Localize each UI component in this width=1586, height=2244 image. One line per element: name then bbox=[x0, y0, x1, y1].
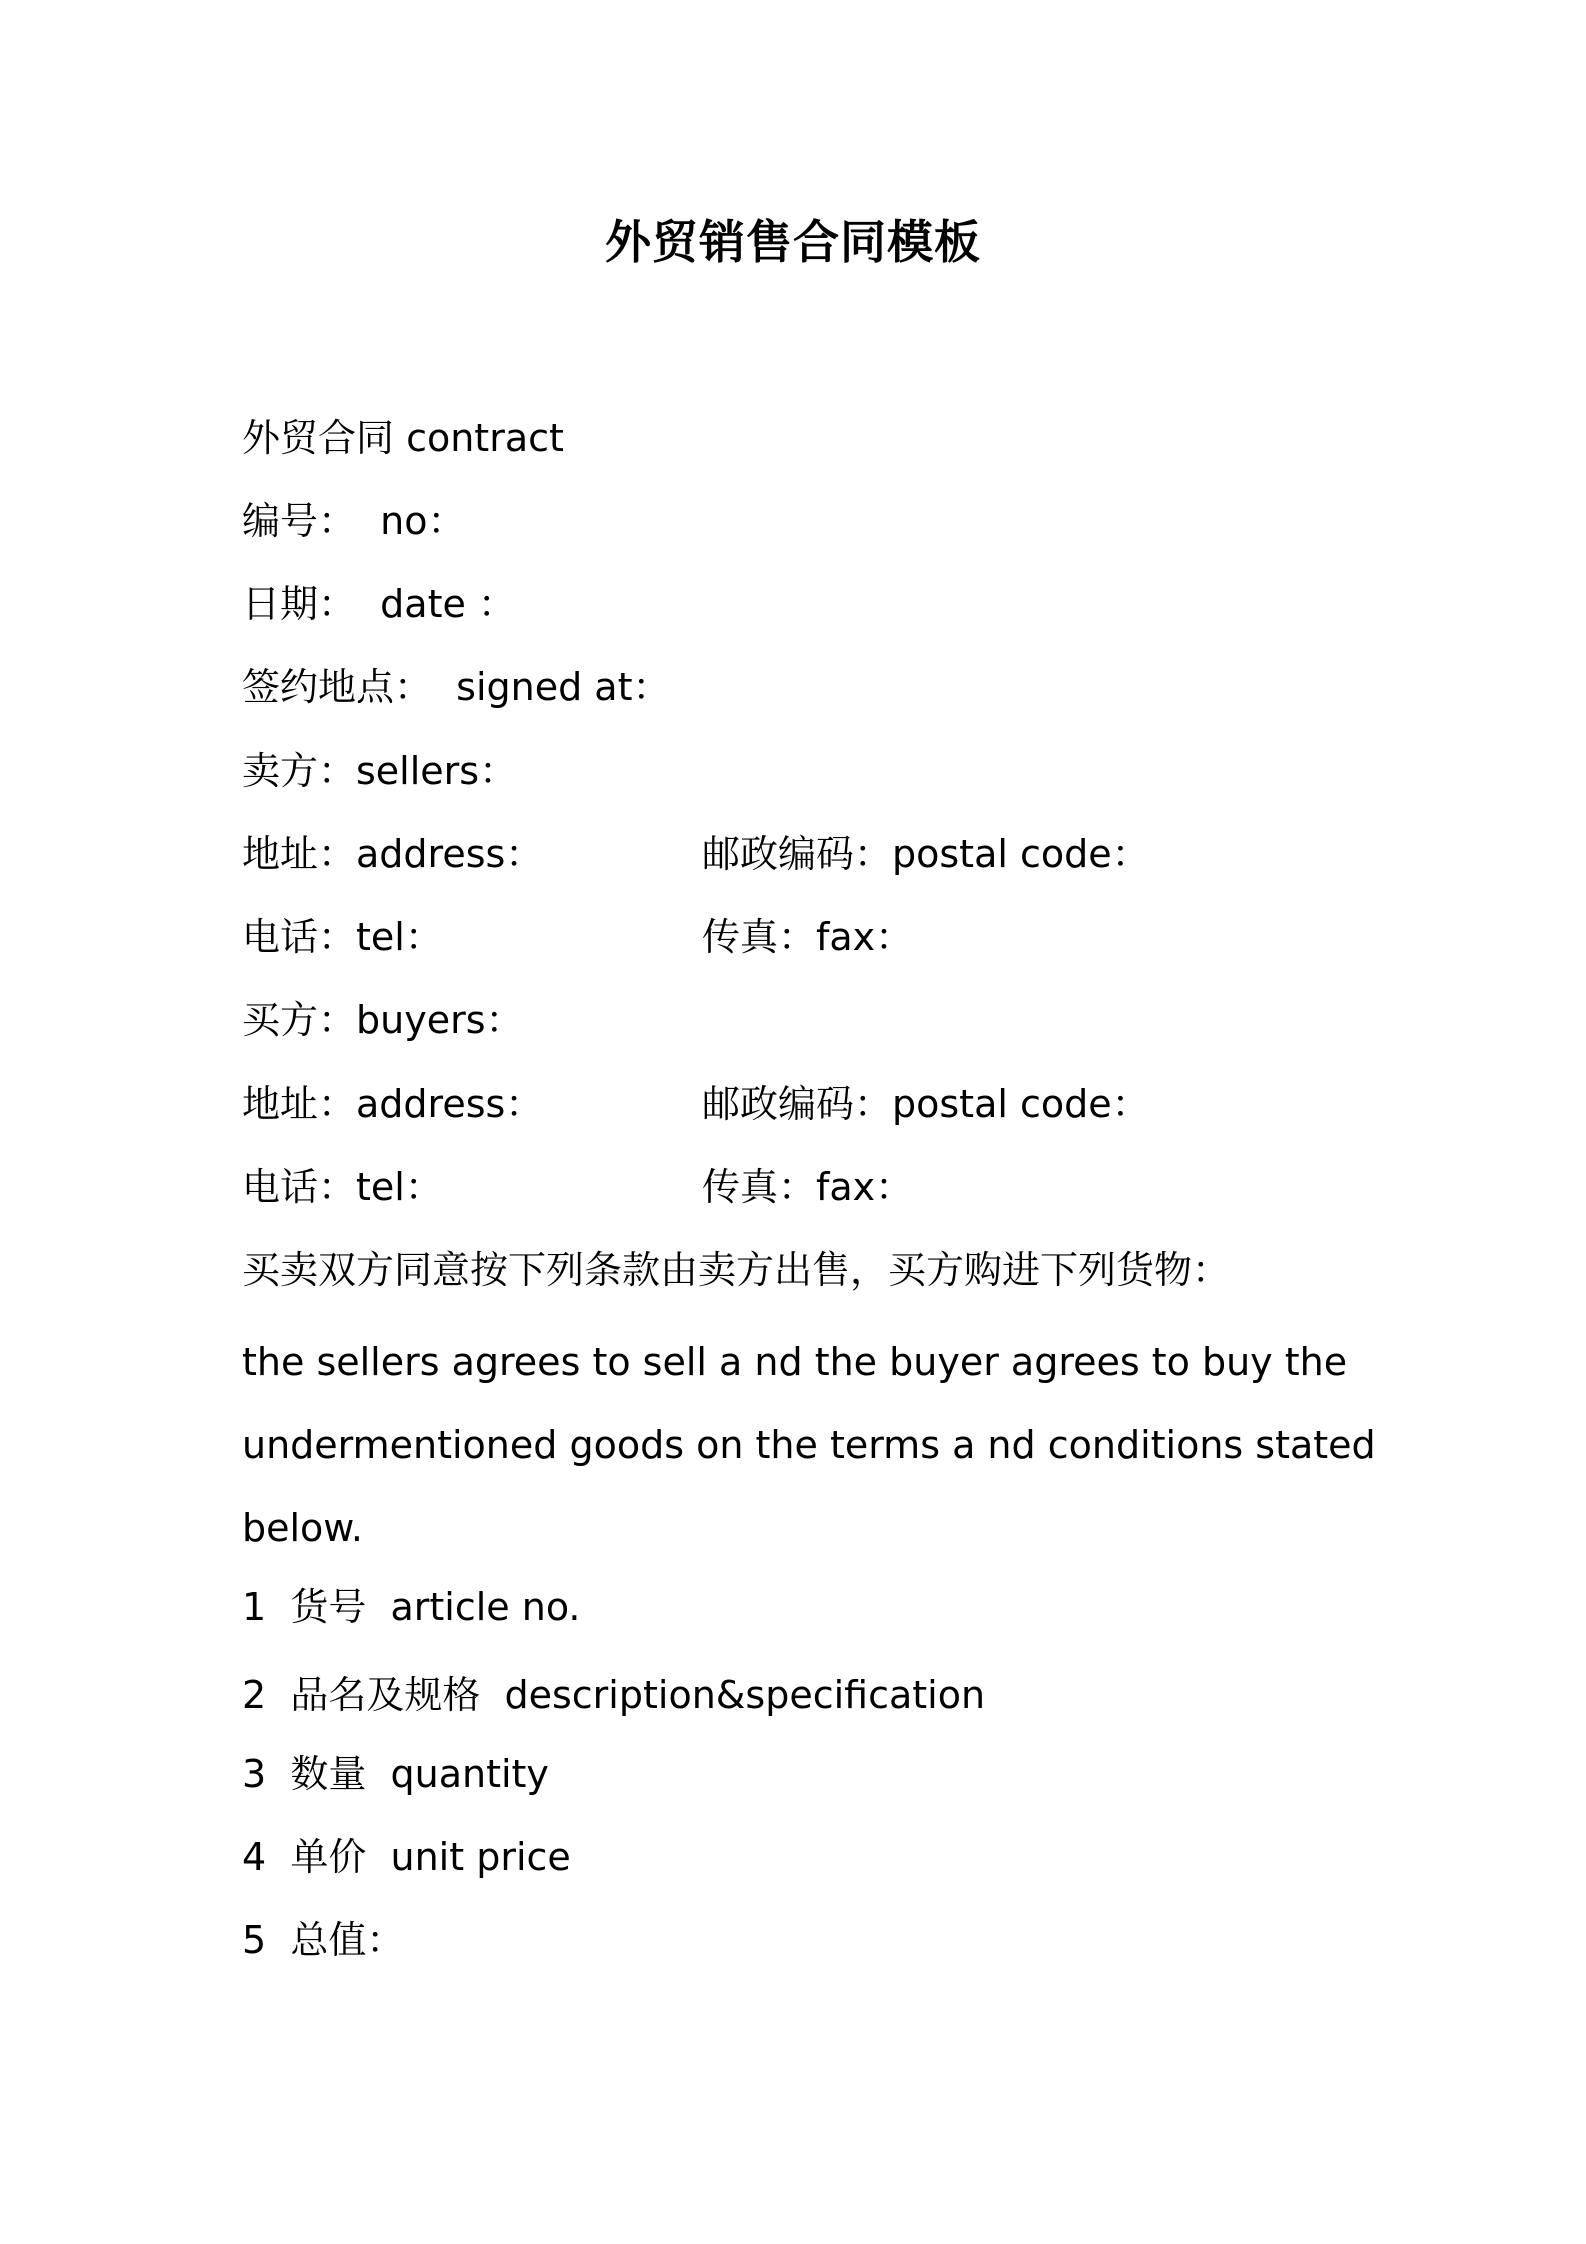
buyer-tel-line: 电话：tel： bbox=[242, 1165, 443, 1209]
item-unit-price: 4 单价 unit price bbox=[242, 1835, 571, 1879]
contract-number-line: 编号： no： bbox=[242, 499, 466, 543]
agreement-english-line-1: the sellers agrees to sell a nd the buyer agrees to buy the bbox=[242, 1340, 1348, 1384]
buyer-address-line: 地址：address： bbox=[242, 1082, 544, 1126]
item-quantity: 3 数量 quantity bbox=[242, 1752, 549, 1796]
buyer-postal-code-line: 邮政编码：postal code： bbox=[702, 1082, 1150, 1126]
contract-date-line: 日期： date ： bbox=[242, 582, 516, 626]
item-total-value: 5 总值： bbox=[242, 1918, 405, 1962]
seller-tel-line: 电话：tel： bbox=[242, 915, 443, 959]
item-description: 2 品名及规格 description&specification bbox=[242, 1673, 986, 1717]
document-title: 外贸销售合同模板 bbox=[605, 215, 981, 269]
agreement-english-line-2: undermentioned goods on the terms a nd conditions stated bbox=[242, 1423, 1376, 1467]
seller-postal-code-line: 邮政编码：postal code： bbox=[702, 832, 1150, 876]
buyer-fax-line: 传真：fax： bbox=[702, 1165, 914, 1209]
sellers-line: 卖方：sellers： bbox=[242, 749, 518, 793]
agreement-english-line-3: below. bbox=[242, 1506, 363, 1550]
agreement-chinese: 买卖双方同意按下列条款由卖方出售，买方购进下列货物： bbox=[242, 1248, 1231, 1292]
seller-address-line: 地址：address： bbox=[242, 832, 544, 876]
signed-at-line: 签约地点： signed at： bbox=[242, 665, 671, 709]
buyers-line: 买方：buyers： bbox=[242, 998, 524, 1042]
contract-line: 外贸合同 contract bbox=[242, 416, 564, 460]
item-article-no: 1 货号 article no. bbox=[242, 1585, 581, 1629]
seller-fax-line: 传真：fax： bbox=[702, 915, 914, 959]
